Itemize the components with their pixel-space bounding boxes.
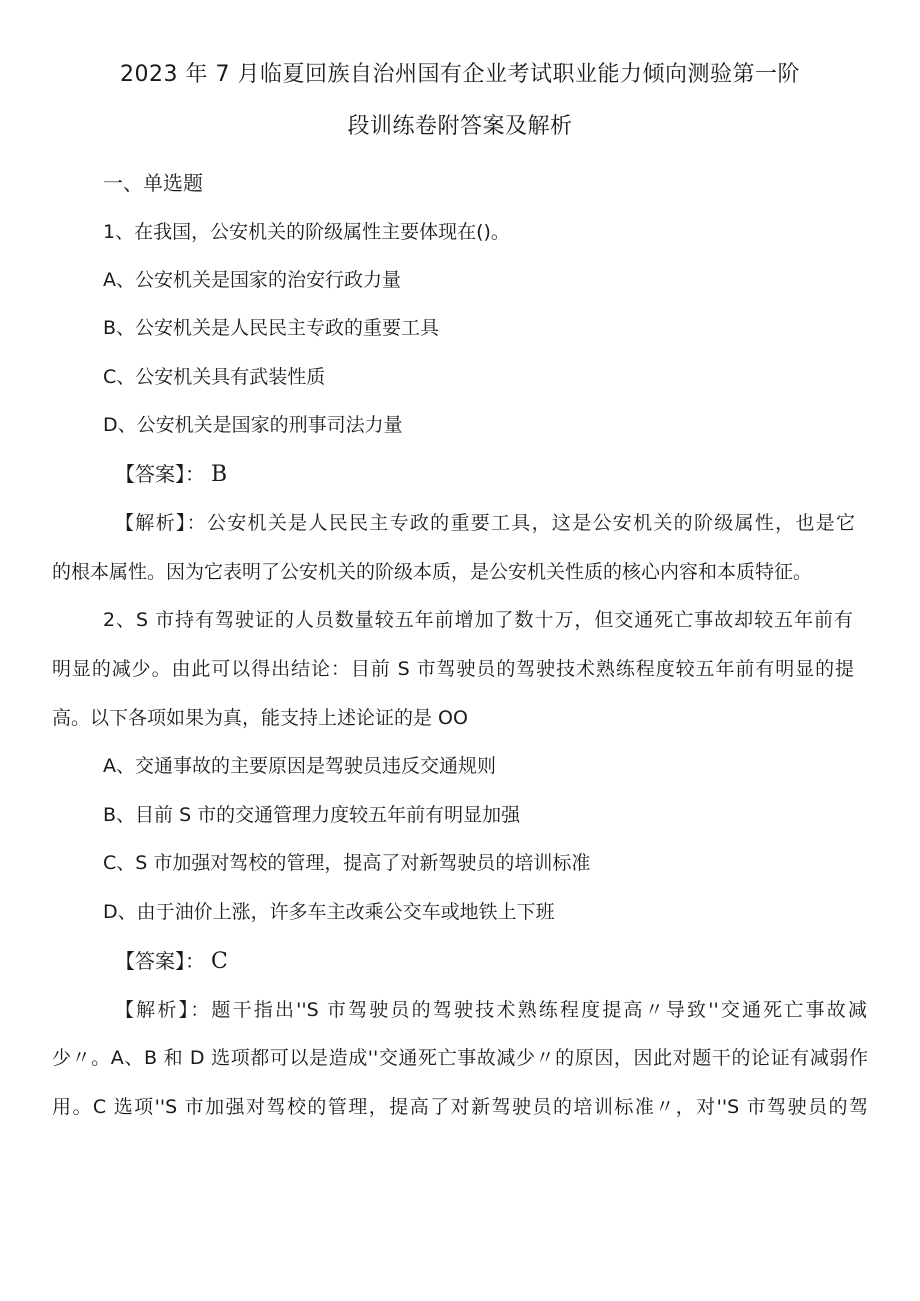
- question-2-option-b: B、目前 S 市的交通管理力度较五年前有明显加强: [103, 804, 521, 826]
- question-2-stem-line-1: 2、S 市持有驾驶证的人员数量较五年前增加了数十万，但交通死亡事故却较五年前有: [103, 609, 853, 631]
- question-1-option-c: C、公安机关具有武装性质: [103, 366, 326, 388]
- question-2-option-c: C、S 市加强对驾校的管理，提高了对新驾驶员的培训标准: [103, 852, 591, 874]
- question-2-analysis-line-3: 用。C 选项''S 市加强对驾校的管理，提高了对新驾驶员的培训标准〃，对''S 市驾驶员的驾: [52, 1096, 868, 1118]
- question-1-option-a: A、公安机关是国家的治安行政力量: [103, 269, 401, 291]
- question-2-stem-line-2: 明显的减少。由此可以得出结论：目前 S 市驾驶员的驾驶技术熟练程度较五年前有明显的提: [52, 658, 854, 680]
- answer-label: 【答案】：: [115, 949, 205, 973]
- question-1-option-d: D、公安机关是国家的刑事司法力量: [103, 414, 403, 436]
- question-1-analysis-line-1: 【解析】：公安机关是人民民主专政的重要工具，这是公安机关的阶级属性，也是它: [115, 512, 855, 534]
- question-1-stem: 1、在我国，公安机关的阶级属性主要体现在()。: [103, 221, 510, 243]
- document-title-line-2: 段训练卷附答案及解析: [347, 114, 573, 139]
- question-2-answer: [115, 948, 228, 975]
- answer-value: C: [211, 949, 228, 974]
- document-title-line-1: 2023 年 7 月临夏回族自治州国有企业考试职业能力倾向测验第一阶: [120, 62, 800, 87]
- question-1-analysis-line-2: 的根本属性。因为它表明了公安机关的阶级本质，是公安机关性质的核心内容和本质特征。: [52, 561, 813, 583]
- question-2-analysis-line-2: 少〃。A、B 和 D 选项都可以是造成''交通死亡事故减少〃的原因，因此对题干的论证有减弱作: [52, 1047, 868, 1069]
- question-2-option-a: A、交通事故的主要原因是驾驶员违反交通规则: [103, 755, 496, 777]
- answer-value: B: [211, 462, 228, 487]
- question-2-option-d: D、由于油价上涨，许多车主改乘公交车或地铁上下班: [103, 901, 555, 923]
- question-1-answer: [115, 461, 227, 488]
- section-heading: 一、单选题: [103, 171, 203, 195]
- answer-label: 【答案】：: [115, 462, 205, 486]
- question-2-stem-line-3: 高。以下各项如果为真，能支持上述论证的是 OO: [52, 707, 468, 729]
- question-1-option-b: B、公安机关是人民民主专政的重要工具: [103, 317, 440, 339]
- question-2-analysis-line-1: 【解析】：题干指出''S 市驾驶员的驾驶技术熟练程度提高〃导致''交通死亡事故减: [115, 999, 867, 1021]
